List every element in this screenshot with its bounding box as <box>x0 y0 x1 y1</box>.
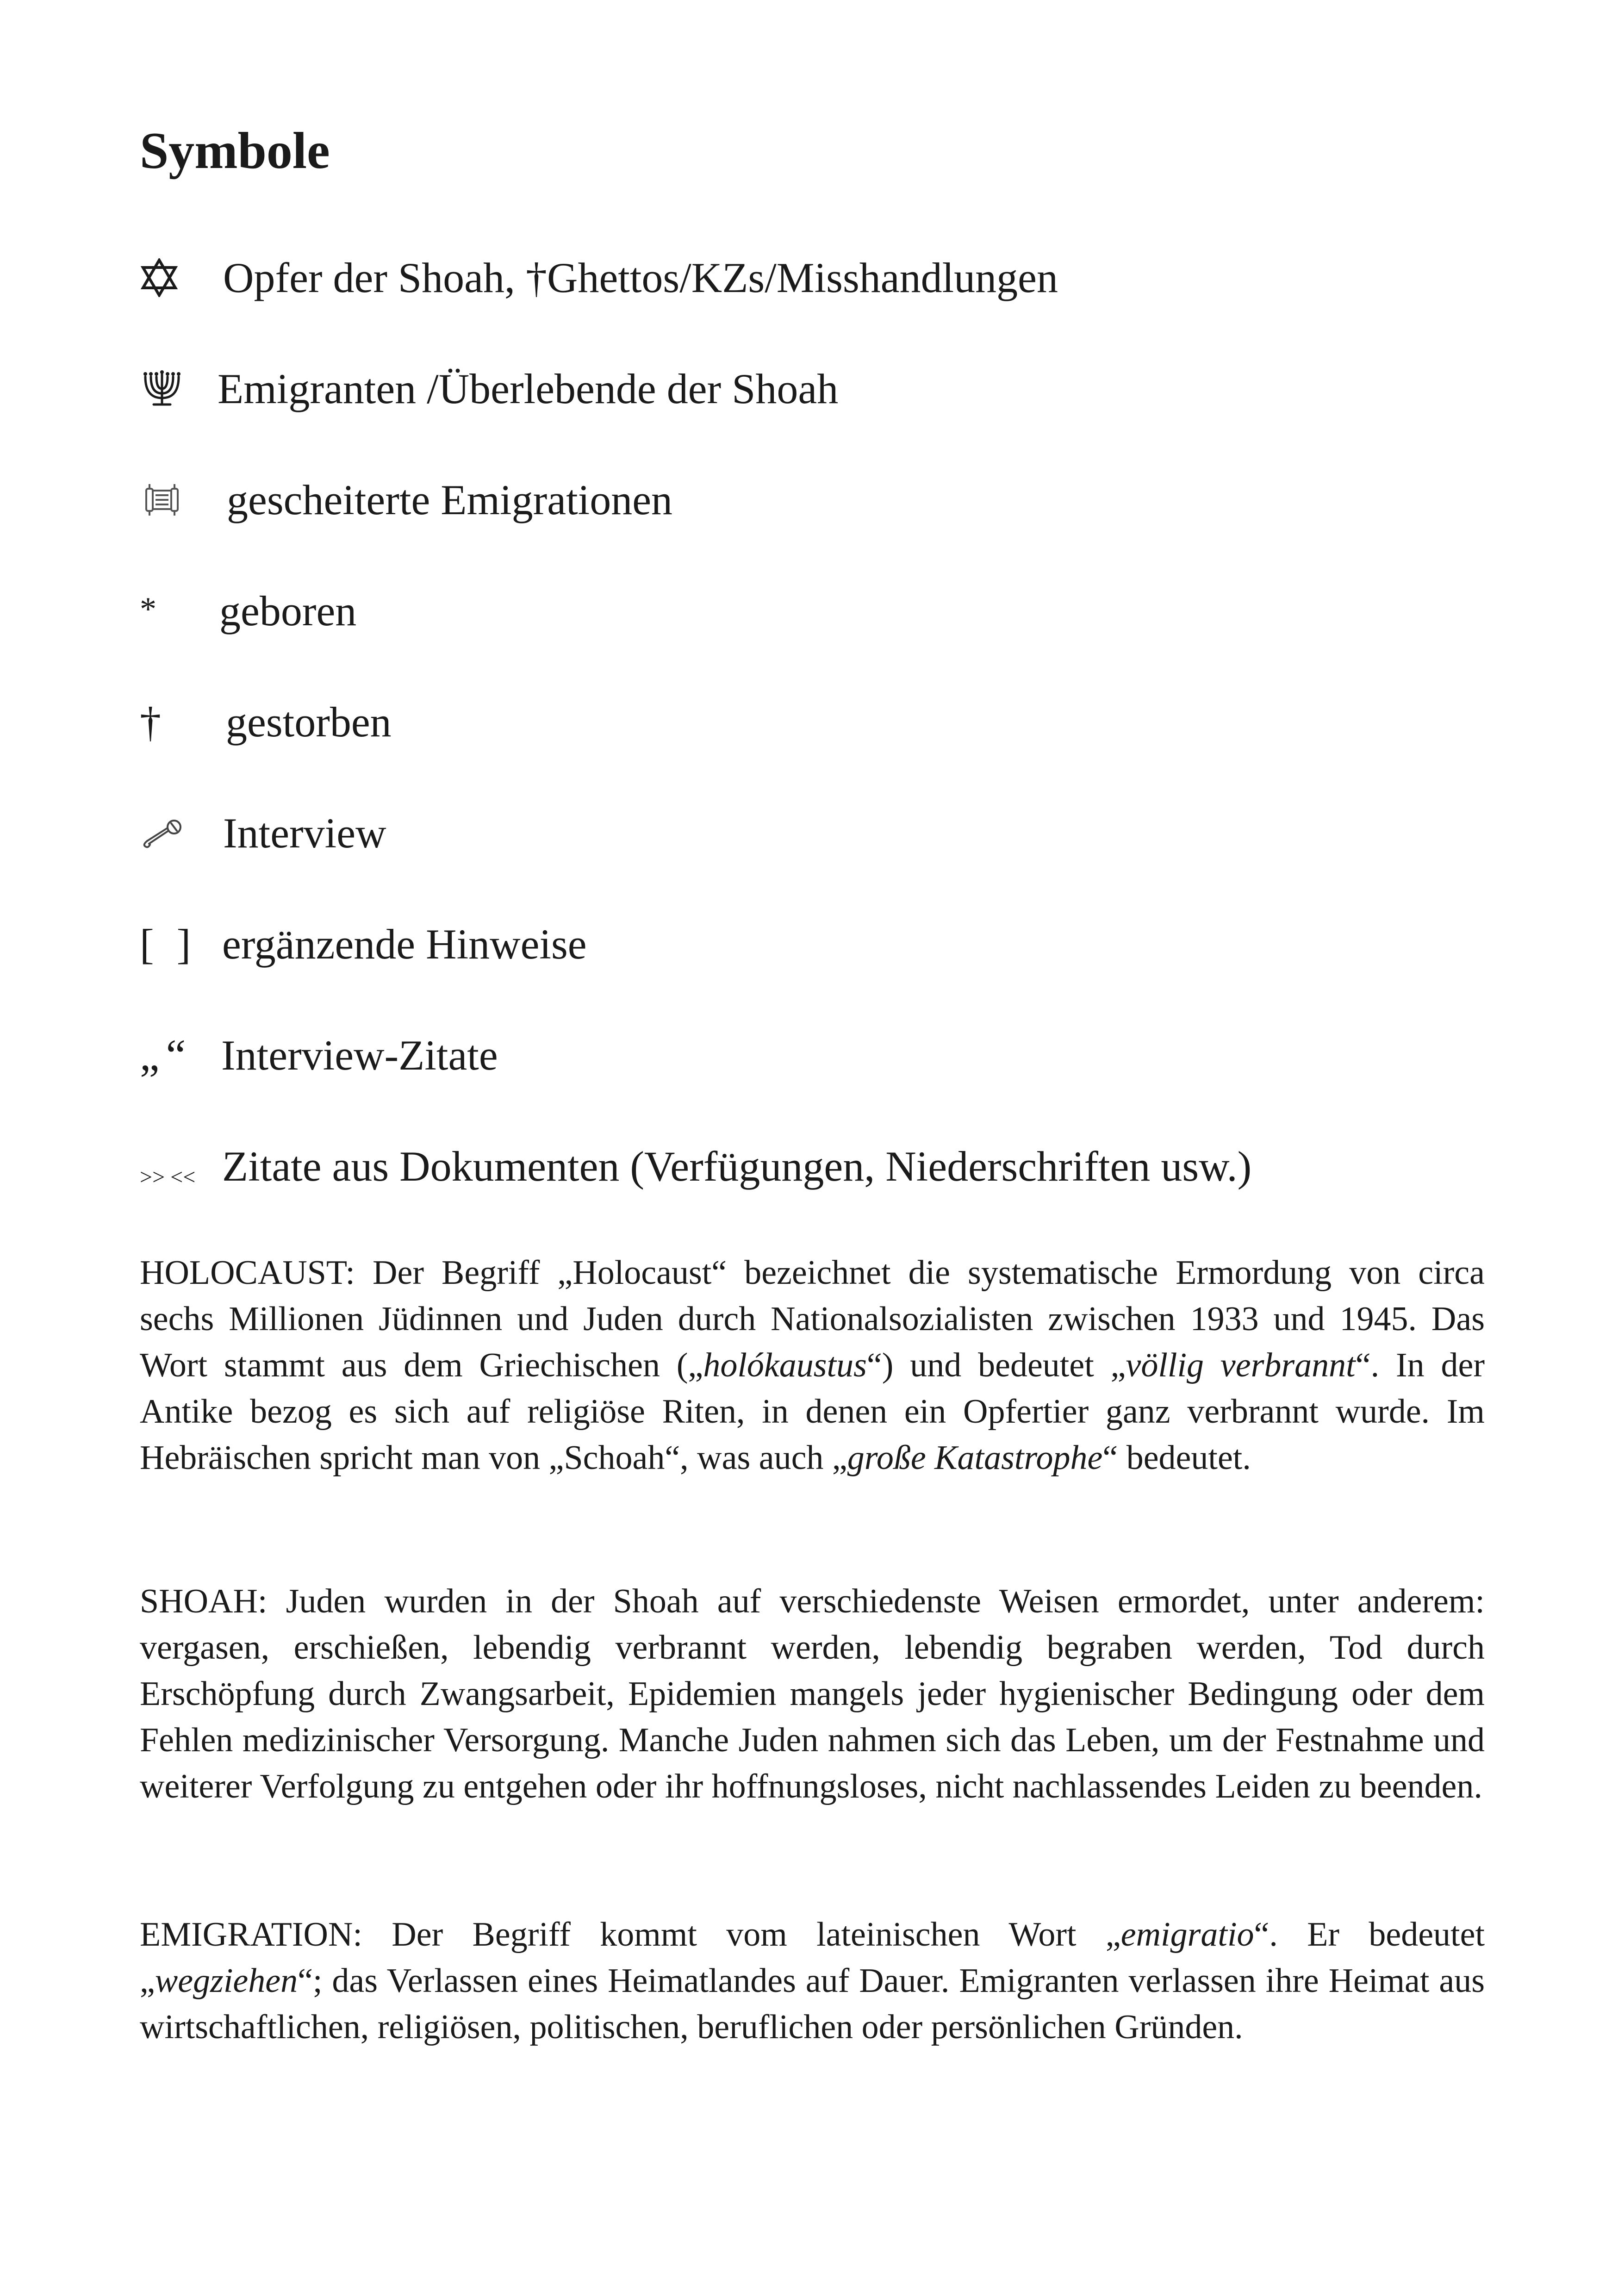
legend-label: ergänzende Hinweise <box>222 921 587 968</box>
guillemets-icon: >> << <box>140 1165 196 1189</box>
menorah-icon <box>140 356 184 421</box>
paragraph-text: EMIGRATION: Der Begriff kommt vom lateinischen Wort „ <box>140 1916 1121 1954</box>
paragraph-text: “; das Verlassen eines Heimatlandes auf Dauer. Emigranten verlassen ihre Heimat aus wirtschaftlichen, religiösen, politischen, beruflichen oder persönlichen Gründen. <box>140 1962 1485 2046</box>
paragraph-text: “) und bedeutet „ <box>866 1346 1126 1384</box>
emphasis-text: emigratio <box>1120 1916 1254 1954</box>
emphasis-text: wegziehen <box>155 1962 298 2000</box>
star-of-david-icon <box>140 245 179 310</box>
legend-item-victims <box>140 245 1528 310</box>
legend-label: Opfer der Shoah, †Ghettos/KZs/Misshandlungen <box>223 254 1058 301</box>
emphasis-text: völlig verbrannt <box>1126 1346 1356 1384</box>
legend-label: Emigranten /Überlebende der Shoah <box>218 365 839 412</box>
legend-item-document-quotes <box>140 1134 1528 1199</box>
paragraph-holocaust <box>140 1250 1485 1481</box>
legend-item-interview-quotes <box>140 1023 1528 1088</box>
legend-item-notes <box>140 912 1528 977</box>
microphone-icon <box>140 801 186 865</box>
paragraph-text: HOLOCAUST: Der Begriff „Holocaust“ bezeichnet die systematische Ermordung von circa sechs Millionen Jüdinnen und Juden durch Nationalsozialisten zwischen 1933 und 1945. Das Wort stammt aus dem Griechischen („ <box>140 1254 1485 1384</box>
legend-label: Interview-Zitate <box>221 1032 498 1079</box>
legend-item-died <box>140 690 1528 754</box>
asterisk-icon: * <box>140 591 156 628</box>
legend-label: gescheiterte Emigrationen <box>227 476 673 523</box>
paragraph-text: “ bedeutet. <box>1102 1439 1251 1477</box>
dagger-icon: † <box>140 698 161 746</box>
legend-label: Zitate aus Dokumenten (Verfügungen, Niederschriften usw.) <box>222 1143 1252 1190</box>
legend-item-born <box>140 579 1528 643</box>
emphasis-text: holókaustus <box>703 1346 867 1384</box>
legend-item-emigrants <box>140 356 1528 421</box>
legend-item-failed-emigration <box>140 467 1528 532</box>
paragraph-emigration <box>140 1911 1485 2050</box>
torah-scroll-icon <box>140 467 184 532</box>
paragraph-shoah: SHOAH: Juden wurden in der Shoah auf verschiedenste Weisen ermordet, unter anderem: vergasen, erschießen, lebendig verbrannt werden, lebendig begraben werden, Tod durch Erschöpfung durch Zwangsarbeit, Epidemien mangels jeder hygienischer Bedingung oder dem Fehlen medizinischer Versorgung. Manche Juden nahmen sich das Leben, um der Festnahme und weiterer Verfolgung zu entgehen oder ihr hoffnungsloses, nicht nachlassendes Leiden zu beenden. <box>140 1582 1485 1805</box>
brackets-icon: [ ] <box>140 921 191 968</box>
quote-marks-icon: „“ <box>140 1030 193 1080</box>
page-title: Symbole <box>140 122 330 180</box>
legend-label: Interview <box>223 809 386 857</box>
legend-item-interview <box>140 801 1528 865</box>
paragraph-text: “. In der Antike bezog es sich auf religiöse Riten, in denen ein Opfertier ganz verbrannt wurde. Im Hebräischen spricht man von „Schoah“, was auch „ <box>140 1346 1485 1477</box>
legend-label: geboren <box>219 587 357 635</box>
emphasis-text: große Katastrophe <box>847 1439 1103 1477</box>
paragraph-text: “. Er bedeutet „ <box>140 1916 1485 2000</box>
legend-label: gestorben <box>226 698 392 746</box>
